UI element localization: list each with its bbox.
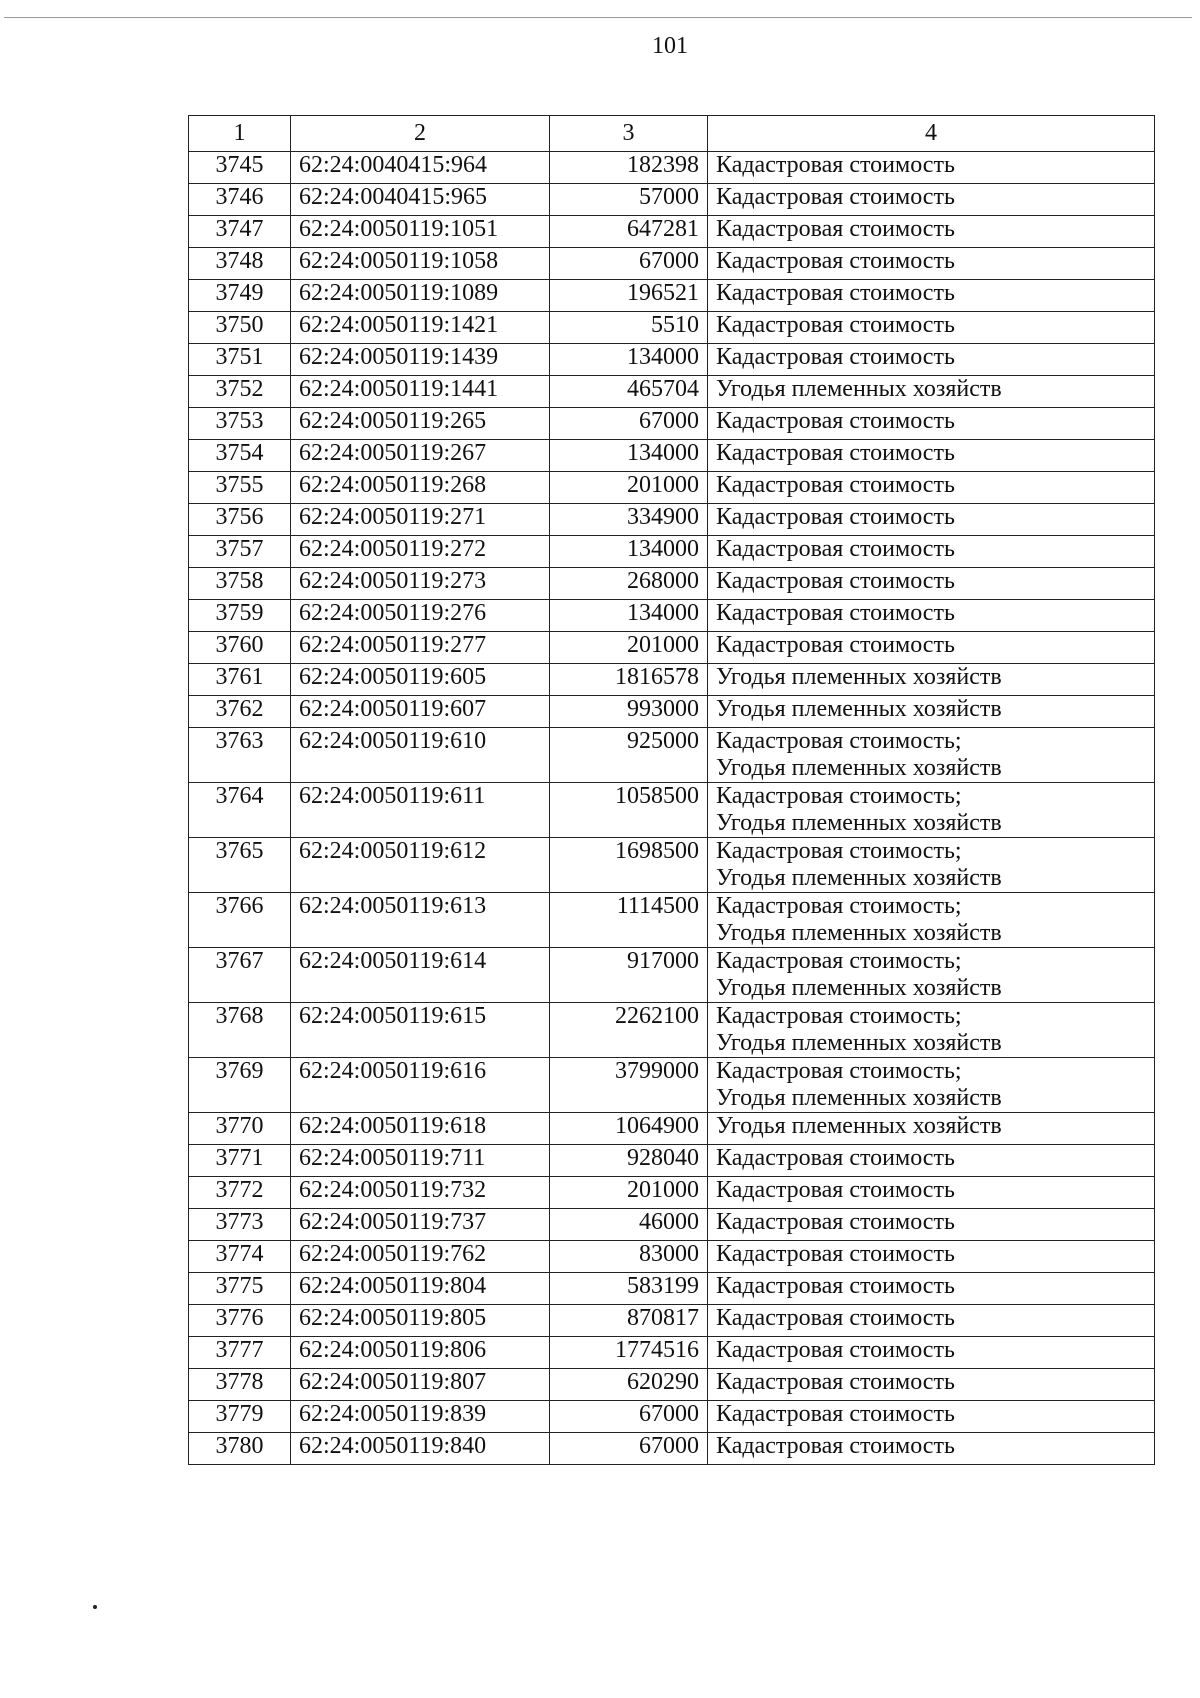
table-row bbox=[189, 783, 1155, 838]
table-row bbox=[189, 440, 1155, 472]
value-cell: 83000 bbox=[550, 1241, 708, 1273]
row-number: 3764 bbox=[189, 783, 291, 838]
note-cell: Угодья племенных хозяйств bbox=[708, 696, 1155, 728]
value-cell: 1774516 bbox=[550, 1337, 708, 1369]
value-cell: 182398 bbox=[550, 152, 708, 184]
note-cell: Кадастровая стоимость bbox=[708, 1145, 1155, 1177]
value-cell: 46000 bbox=[550, 1209, 708, 1241]
row-number: 3758 bbox=[189, 568, 291, 600]
table-row bbox=[189, 1209, 1155, 1241]
cadastral-number: 62:24:0050119:612 bbox=[291, 838, 550, 893]
cadastral-number: 62:24:0050119:277 bbox=[291, 632, 550, 664]
row-number: 3763 bbox=[189, 728, 291, 783]
table-row bbox=[189, 1177, 1155, 1209]
row-number: 3778 bbox=[189, 1369, 291, 1401]
value-cell: 647281 bbox=[550, 216, 708, 248]
row-number: 3745 bbox=[189, 152, 291, 184]
table-row bbox=[189, 152, 1155, 184]
cadastral-number: 62:24:0050119:762 bbox=[291, 1241, 550, 1273]
value-cell: 870817 bbox=[550, 1305, 708, 1337]
value-cell: 925000 bbox=[550, 728, 708, 783]
cadastral-number: 62:24:0040415:964 bbox=[291, 152, 550, 184]
cadastral-number: 62:24:0050119:271 bbox=[291, 504, 550, 536]
cadastral-number: 62:24:0050119:268 bbox=[291, 472, 550, 504]
table-row bbox=[189, 664, 1155, 696]
cadastral-number: 62:24:0050119:614 bbox=[291, 948, 550, 1003]
table-row bbox=[189, 408, 1155, 440]
value-cell: 67000 bbox=[550, 1401, 708, 1433]
row-number: 3747 bbox=[189, 216, 291, 248]
cadastral-number: 62:24:0050119:273 bbox=[291, 568, 550, 600]
row-number: 3766 bbox=[189, 893, 291, 948]
table-row bbox=[189, 1273, 1155, 1305]
row-number: 3761 bbox=[189, 664, 291, 696]
cadastral-number: 62:24:0050119:1051 bbox=[291, 216, 550, 248]
header-col-1: 1 bbox=[189, 116, 291, 152]
note-cell: Кадастровая стоимость bbox=[708, 152, 1155, 184]
row-number: 3774 bbox=[189, 1241, 291, 1273]
table-row bbox=[189, 1241, 1155, 1273]
cadastral-number: 62:24:0050119:737 bbox=[291, 1209, 550, 1241]
table-row bbox=[189, 184, 1155, 216]
value-cell: 67000 bbox=[550, 1433, 708, 1465]
note-cell: Кадастровая стоимость; Угодья племенных хозяйств bbox=[708, 838, 1155, 893]
cadastral-number: 62:24:0050119:616 bbox=[291, 1058, 550, 1113]
value-cell: 2262100 bbox=[550, 1003, 708, 1058]
note-cell: Кадастровая стоимость bbox=[708, 408, 1155, 440]
table-row bbox=[189, 568, 1155, 600]
note-cell: Кадастровая стоимость bbox=[708, 248, 1155, 280]
row-number: 3775 bbox=[189, 1273, 291, 1305]
value-cell: 134000 bbox=[550, 536, 708, 568]
cadastral-number: 62:24:0050119:272 bbox=[291, 536, 550, 568]
row-number: 3773 bbox=[189, 1209, 291, 1241]
table-row bbox=[189, 536, 1155, 568]
value-cell: 917000 bbox=[550, 948, 708, 1003]
cadastral-number: 62:24:0050119:1441 bbox=[291, 376, 550, 408]
value-cell: 67000 bbox=[550, 408, 708, 440]
note-cell: Кадастровая стоимость bbox=[708, 472, 1155, 504]
note-cell: Кадастровая стоимость bbox=[708, 632, 1155, 664]
note-cell: Кадастровая стоимость; Угодья племенных хозяйств bbox=[708, 1058, 1155, 1113]
value-cell: 1698500 bbox=[550, 838, 708, 893]
value-cell: 268000 bbox=[550, 568, 708, 600]
table-row bbox=[189, 600, 1155, 632]
note-cell: Кадастровая стоимость bbox=[708, 1337, 1155, 1369]
row-number: 3746 bbox=[189, 184, 291, 216]
row-number: 3753 bbox=[189, 408, 291, 440]
cadastral-number: 62:24:0050119:806 bbox=[291, 1337, 550, 1369]
table-row bbox=[189, 312, 1155, 344]
note-cell: Кадастровая стоимость bbox=[708, 1305, 1155, 1337]
cadastral-number: 62:24:0050119:267 bbox=[291, 440, 550, 472]
note-cell: Угодья племенных хозяйств bbox=[708, 376, 1155, 408]
value-cell: 334900 bbox=[550, 504, 708, 536]
value-cell: 134000 bbox=[550, 600, 708, 632]
row-number: 3750 bbox=[189, 312, 291, 344]
cadastral-number: 62:24:0050119:1089 bbox=[291, 280, 550, 312]
table-row bbox=[189, 1113, 1155, 1145]
cadastral-number: 62:24:0050119:618 bbox=[291, 1113, 550, 1145]
cadastral-number: 62:24:0050119:610 bbox=[291, 728, 550, 783]
row-number: 3779 bbox=[189, 1401, 291, 1433]
table-header bbox=[189, 116, 1155, 152]
header-row bbox=[189, 116, 1155, 152]
table-row bbox=[189, 376, 1155, 408]
value-cell: 134000 bbox=[550, 440, 708, 472]
cadastral-number: 62:24:0050119:611 bbox=[291, 783, 550, 838]
value-cell: 134000 bbox=[550, 344, 708, 376]
row-number: 3755 bbox=[189, 472, 291, 504]
note-cell: Кадастровая стоимость bbox=[708, 312, 1155, 344]
cadastral-number: 62:24:0050119:839 bbox=[291, 1401, 550, 1433]
row-number: 3765 bbox=[189, 838, 291, 893]
table-row bbox=[189, 1401, 1155, 1433]
table-row bbox=[189, 632, 1155, 664]
header-col-3: 3 bbox=[550, 116, 708, 152]
value-cell: 465704 bbox=[550, 376, 708, 408]
row-number: 3776 bbox=[189, 1305, 291, 1337]
row-number: 3754 bbox=[189, 440, 291, 472]
value-cell: 993000 bbox=[550, 696, 708, 728]
row-number: 3780 bbox=[189, 1433, 291, 1465]
table-row bbox=[189, 728, 1155, 783]
header-col-2: 2 bbox=[291, 116, 550, 152]
row-number: 3748 bbox=[189, 248, 291, 280]
value-cell: 583199 bbox=[550, 1273, 708, 1305]
note-cell: Кадастровая стоимость bbox=[708, 1177, 1155, 1209]
table-row bbox=[189, 948, 1155, 1003]
table-row bbox=[189, 504, 1155, 536]
note-cell: Кадастровая стоимость bbox=[708, 568, 1155, 600]
header-col-4: 4 bbox=[708, 116, 1155, 152]
table-row bbox=[189, 838, 1155, 893]
note-cell: Кадастровая стоимость bbox=[708, 536, 1155, 568]
table-row bbox=[189, 472, 1155, 504]
cadastral-number: 62:24:0050119:807 bbox=[291, 1369, 550, 1401]
table-row bbox=[189, 893, 1155, 948]
value-cell: 67000 bbox=[550, 248, 708, 280]
note-cell: Кадастровая стоимость bbox=[708, 600, 1155, 632]
note-cell: Кадастровая стоимость bbox=[708, 1433, 1155, 1465]
table-row bbox=[189, 344, 1155, 376]
row-number: 3777 bbox=[189, 1337, 291, 1369]
value-cell: 1064900 bbox=[550, 1113, 708, 1145]
value-cell: 620290 bbox=[550, 1369, 708, 1401]
row-number: 3751 bbox=[189, 344, 291, 376]
note-cell: Кадастровая стоимость; Угодья племенных хозяйств bbox=[708, 948, 1155, 1003]
table-row bbox=[189, 1433, 1155, 1465]
note-cell: Кадастровая стоимость bbox=[708, 184, 1155, 216]
row-number: 3749 bbox=[189, 280, 291, 312]
table-row bbox=[189, 216, 1155, 248]
table-row bbox=[189, 1145, 1155, 1177]
note-cell: Кадастровая стоимость bbox=[708, 1241, 1155, 1273]
note-cell: Угодья племенных хозяйств bbox=[708, 1113, 1155, 1145]
cadastral-number: 62:24:0050119:613 bbox=[291, 893, 550, 948]
cadastral-number: 62:24:0050119:711 bbox=[291, 1145, 550, 1177]
note-cell: Угодья племенных хозяйств bbox=[708, 664, 1155, 696]
row-number: 3759 bbox=[189, 600, 291, 632]
row-number: 3770 bbox=[189, 1113, 291, 1145]
cadastral-number: 62:24:0050119:1439 bbox=[291, 344, 550, 376]
value-cell: 1114500 bbox=[550, 893, 708, 948]
value-cell: 201000 bbox=[550, 1177, 708, 1209]
cadastral-number: 62:24:0050119:804 bbox=[291, 1273, 550, 1305]
row-number: 3762 bbox=[189, 696, 291, 728]
cadastral-table bbox=[188, 115, 1155, 1465]
note-cell: Кадастровая стоимость bbox=[708, 1401, 1155, 1433]
row-number: 3767 bbox=[189, 948, 291, 1003]
table-row bbox=[189, 1003, 1155, 1058]
row-number: 3756 bbox=[189, 504, 291, 536]
cadastral-number: 62:24:0050119:1058 bbox=[291, 248, 550, 280]
cadastral-number: 62:24:0050119:265 bbox=[291, 408, 550, 440]
table-body bbox=[189, 152, 1155, 1465]
cadastral-number: 62:24:0050119:607 bbox=[291, 696, 550, 728]
table-row bbox=[189, 1058, 1155, 1113]
table-row bbox=[189, 248, 1155, 280]
cadastral-number: 62:24:0050119:615 bbox=[291, 1003, 550, 1058]
table-row bbox=[189, 696, 1155, 728]
table-row bbox=[189, 1337, 1155, 1369]
note-cell: Кадастровая стоимость bbox=[708, 504, 1155, 536]
note-cell: Кадастровая стоимость bbox=[708, 440, 1155, 472]
table-row bbox=[189, 280, 1155, 312]
note-cell: Кадастровая стоимость bbox=[708, 1273, 1155, 1305]
row-number: 3752 bbox=[189, 376, 291, 408]
note-cell: Кадастровая стоимость; Угодья племенных хозяйств bbox=[708, 1003, 1155, 1058]
scan-speck bbox=[93, 1605, 97, 1609]
note-cell: Кадастровая стоимость bbox=[708, 280, 1155, 312]
cadastral-number: 62:24:0050119:1421 bbox=[291, 312, 550, 344]
value-cell: 928040 bbox=[550, 1145, 708, 1177]
table-row bbox=[189, 1369, 1155, 1401]
cadastral-number: 62:24:0050119:840 bbox=[291, 1433, 550, 1465]
row-number: 3757 bbox=[189, 536, 291, 568]
row-number: 3769 bbox=[189, 1058, 291, 1113]
note-cell: Кадастровая стоимость; Угодья племенных хозяйств bbox=[708, 893, 1155, 948]
value-cell: 1816578 bbox=[550, 664, 708, 696]
value-cell: 57000 bbox=[550, 184, 708, 216]
cadastral-number: 62:24:0050119:605 bbox=[291, 664, 550, 696]
note-cell: Кадастровая стоимость bbox=[708, 344, 1155, 376]
top-border-rule bbox=[4, 17, 1192, 18]
note-cell: Кадастровая стоимость; Угодья племенных хозяйств bbox=[708, 728, 1155, 783]
value-cell: 201000 bbox=[550, 472, 708, 504]
cadastral-number: 62:24:0050119:276 bbox=[291, 600, 550, 632]
note-cell: Кадастровая стоимость bbox=[708, 216, 1155, 248]
row-number: 3760 bbox=[189, 632, 291, 664]
note-cell: Кадастровая стоимость; Угодья племенных хозяйств bbox=[708, 783, 1155, 838]
row-number: 3771 bbox=[189, 1145, 291, 1177]
cadastral-number: 62:24:0040415:965 bbox=[291, 184, 550, 216]
cadastral-number: 62:24:0050119:732 bbox=[291, 1177, 550, 1209]
value-cell: 196521 bbox=[550, 280, 708, 312]
note-cell: Кадастровая стоимость bbox=[708, 1369, 1155, 1401]
table-row bbox=[189, 1305, 1155, 1337]
row-number: 3772 bbox=[189, 1177, 291, 1209]
row-number: 3768 bbox=[189, 1003, 291, 1058]
page-number: 101 bbox=[652, 33, 688, 59]
cadastral-number: 62:24:0050119:805 bbox=[291, 1305, 550, 1337]
value-cell: 5510 bbox=[550, 312, 708, 344]
value-cell: 1058500 bbox=[550, 783, 708, 838]
note-cell: Кадастровая стоимость bbox=[708, 1209, 1155, 1241]
value-cell: 3799000 bbox=[550, 1058, 708, 1113]
value-cell: 201000 bbox=[550, 632, 708, 664]
